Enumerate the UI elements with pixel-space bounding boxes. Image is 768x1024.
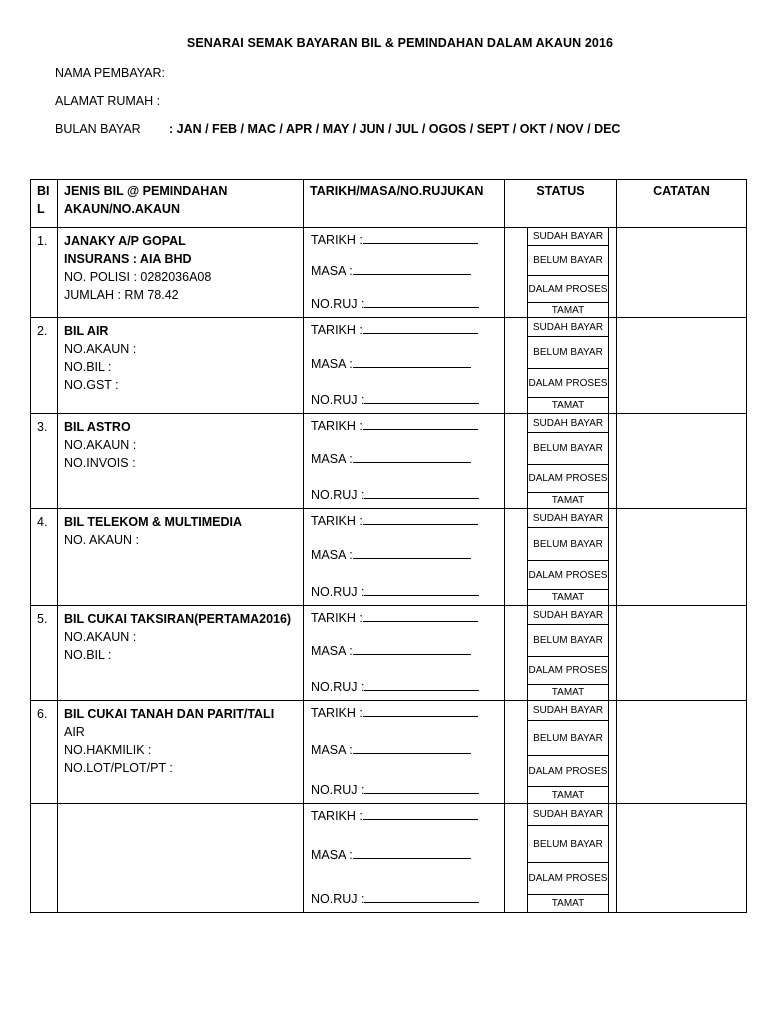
status-option[interactable]: TAMAT <box>527 685 609 700</box>
column-header-catatan: CATATAN <box>617 180 747 228</box>
tarikh-label: TARIKH : <box>311 233 363 247</box>
jenis-line: NO. AKAUN : <box>64 533 140 547</box>
tarikh-masa-cell <box>304 804 505 913</box>
row-number-cell <box>31 318 58 414</box>
status-option[interactable]: SUDAH BAYAR <box>527 509 609 528</box>
tarikh-masa-cell <box>304 509 505 606</box>
status-option[interactable]: DALAM PROSES <box>527 863 609 895</box>
blank-underline[interactable] <box>363 321 478 334</box>
column-header-bil: BI L <box>31 180 58 228</box>
table-row <box>31 228 747 318</box>
tarikh-line <box>311 512 478 528</box>
blank-underline[interactable] <box>353 450 471 463</box>
jenis-line: BIL TELEKOM & MULTIMEDIA <box>64 515 242 529</box>
status-option[interactable]: DALAM PROSES <box>527 276 609 303</box>
row-number-cell <box>31 509 58 606</box>
noruj-label: NO.RUJ : <box>311 488 365 502</box>
tarikh-line <box>311 417 478 433</box>
blank-underline[interactable] <box>364 678 479 691</box>
tarikh-label: TARIKH : <box>311 706 363 720</box>
jenis-line: INSURANS : AIA BHD <box>64 252 192 266</box>
noruj-line <box>311 295 479 311</box>
status-option[interactable]: TAMAT <box>527 787 609 803</box>
nama-pembayar-field <box>55 66 165 80</box>
status-cell <box>505 804 617 913</box>
blank-underline[interactable] <box>364 781 479 794</box>
row-number-cell <box>31 804 58 913</box>
tarikh-line <box>311 609 478 625</box>
jenis-line: BIL CUKAI TAKSIRAN(PERTAMA2016) <box>64 612 292 626</box>
row-number: 5. <box>37 612 48 626</box>
status-cell <box>505 606 617 701</box>
row-number-cell <box>31 228 58 318</box>
jenis-line: NO.BIL : <box>64 360 112 374</box>
bulan-bayar-months: : JAN / FEB / MAC / APR / MAY / JUN / JUL / OGOS / SEPT / OKT / NOV / DEC <box>169 122 621 136</box>
noruj-label: NO.RUJ : <box>311 680 365 694</box>
checklist-table <box>30 179 747 913</box>
jenis-line: NO.LOT/PLOT/PT : <box>64 761 173 775</box>
noruj-line <box>311 391 479 407</box>
document-title: SENARAI SEMAK BAYARAN BIL & PEMINDAHAN DALAM AKAUN 2016 <box>186 36 614 50</box>
tarikh-label: TARIKH : <box>311 809 363 823</box>
tarikh-line <box>311 807 478 823</box>
blank-underline[interactable] <box>363 512 478 525</box>
row-number: 6. <box>37 707 48 721</box>
noruj-line <box>311 583 479 599</box>
row-number: 2. <box>37 324 48 338</box>
masa-label: MASA : <box>311 848 353 862</box>
jenis-bil-cell <box>58 509 304 606</box>
status-option[interactable]: BELUM BAYAR <box>527 625 609 657</box>
bulan-bayar-field <box>55 122 620 136</box>
tarikh-line <box>311 231 478 247</box>
row-number <box>31 804 57 812</box>
jenis-line: NO.INVOIS : <box>64 456 136 470</box>
jenis-line: NO. POLISI : 0282036A08 <box>64 270 212 284</box>
status-option[interactable]: DALAM PROSES <box>527 756 609 787</box>
status-option[interactable]: TAMAT <box>527 493 609 508</box>
blank-underline[interactable] <box>353 355 471 368</box>
masa-line <box>311 450 471 466</box>
status-option[interactable]: SUDAH BAYAR <box>527 318 609 337</box>
masa-label: MASA : <box>311 264 353 278</box>
jenis-line: NO.AKAUN : <box>64 342 137 356</box>
tarikh-label: TARIKH : <box>311 514 363 528</box>
tarikh-masa-cell <box>304 228 505 318</box>
row-number-cell <box>31 606 58 701</box>
jenis-line: BIL CUKAI TANAH DAN PARIT/TALI <box>64 707 275 721</box>
jenis-line: NO.AKAUN : <box>64 630 137 644</box>
status-option[interactable]: TAMAT <box>527 303 609 317</box>
alamat-rumah-field <box>55 94 160 108</box>
catatan-cell[interactable] <box>617 701 747 804</box>
status-cell <box>505 414 617 509</box>
blank-underline[interactable] <box>353 262 471 275</box>
blank-underline[interactable] <box>363 609 478 622</box>
tarikh-masa-cell <box>304 414 505 509</box>
status-option[interactable]: BELUM BAYAR <box>527 433 609 465</box>
status-option[interactable]: DALAM PROSES <box>527 561 609 590</box>
status-option[interactable]: BELUM BAYAR <box>527 246 609 276</box>
status-option[interactable]: TAMAT <box>527 895 609 912</box>
row-number-cell <box>31 701 58 804</box>
noruj-line <box>311 890 479 906</box>
masa-line <box>311 846 471 862</box>
jenis-line: NO.BIL : <box>64 648 112 662</box>
status-cell <box>505 701 617 804</box>
jenis-bil-cell <box>58 606 304 701</box>
masa-label: MASA : <box>311 357 353 371</box>
status-cell <box>505 509 617 606</box>
jenis-bil-cell <box>58 318 304 414</box>
status-option[interactable]: TAMAT <box>527 590 609 605</box>
blank-underline[interactable] <box>363 417 478 430</box>
row-number: 3. <box>37 420 48 434</box>
status-option[interactable]: TAMAT <box>527 398 609 413</box>
tarikh-masa-cell <box>304 318 505 414</box>
blank-underline[interactable] <box>364 295 479 308</box>
status-option[interactable]: SUDAH BAYAR <box>527 228 609 246</box>
noruj-label: NO.RUJ : <box>311 783 365 797</box>
masa-line <box>311 642 471 658</box>
alamat-rumah-label: ALAMAT RUMAH : <box>55 94 161 108</box>
masa-line <box>311 546 471 562</box>
blank-underline[interactable] <box>353 546 471 559</box>
noruj-label: NO.RUJ : <box>311 393 365 407</box>
row-number-cell <box>31 414 58 509</box>
masa-label: MASA : <box>311 452 353 466</box>
status-option[interactable]: SUDAH BAYAR <box>527 606 609 625</box>
row-number: 4. <box>37 515 48 529</box>
column-header-tarikh: TARIKH/MASA/NO.RUJUKAN <box>304 180 505 228</box>
column-header-jenis: JENIS BIL @ PEMINDAHAN AKAUN/NO.AKAUN <box>58 180 304 228</box>
status-option[interactable]: BELUM BAYAR <box>527 337 609 369</box>
tarikh-masa-cell <box>304 701 505 804</box>
row-number: 1. <box>37 234 48 248</box>
status-option[interactable]: BELUM BAYAR <box>527 826 609 863</box>
table-row <box>31 606 747 701</box>
status-option[interactable]: BELUM BAYAR <box>527 528 609 561</box>
noruj-label: NO.RUJ : <box>311 585 365 599</box>
table-row <box>31 701 747 804</box>
catatan-cell[interactable] <box>617 509 747 606</box>
blank-underline[interactable] <box>364 583 479 596</box>
catatan-cell[interactable] <box>617 804 747 913</box>
jenis-line: NO.HAKMILIK : <box>64 743 152 757</box>
status-option[interactable]: BELUM BAYAR <box>527 721 609 756</box>
jenis-line: AIR <box>64 725 85 739</box>
tarikh-line <box>311 321 478 337</box>
jenis-bil-cell <box>58 414 304 509</box>
noruj-line <box>311 486 479 502</box>
bulan-bayar-label: BULAN BAYAR <box>55 122 141 136</box>
blank-underline[interactable] <box>363 807 478 820</box>
status-option[interactable]: SUDAH BAYAR <box>527 804 609 826</box>
status-cell <box>505 318 617 414</box>
status-option[interactable]: SUDAH BAYAR <box>527 414 609 433</box>
jenis-line: JANAKY A/P GOPAL <box>64 234 186 248</box>
column-header-status: STATUS <box>505 180 617 228</box>
jenis-bil-cell <box>58 228 304 318</box>
masa-line <box>311 262 471 278</box>
catatan-cell[interactable] <box>617 606 747 701</box>
tarikh-label: TARIKH : <box>311 419 363 433</box>
blank-underline[interactable] <box>363 231 478 244</box>
table-row <box>31 414 747 509</box>
jenis-bil-cell <box>58 804 304 913</box>
tarikh-label: TARIKH : <box>311 611 363 625</box>
masa-line <box>311 355 471 371</box>
blank-underline[interactable] <box>353 642 471 655</box>
blank-underline[interactable] <box>364 391 479 404</box>
status-option[interactable]: DALAM PROSES <box>527 465 609 493</box>
status-option[interactable]: DALAM PROSES <box>527 657 609 685</box>
jenis-line: NO.GST : <box>64 378 119 392</box>
table-row <box>31 318 747 414</box>
masa-label: MASA : <box>311 743 353 757</box>
masa-label: MASA : <box>311 548 353 562</box>
tarikh-masa-cell <box>304 606 505 701</box>
jenis-line: BIL ASTRO <box>64 420 131 434</box>
blank-underline[interactable] <box>364 890 479 903</box>
tarikh-label: TARIKH : <box>311 323 363 337</box>
blank-underline[interactable] <box>364 486 479 499</box>
table-row <box>31 509 747 606</box>
noruj-line <box>311 781 479 797</box>
catatan-cell[interactable] <box>617 414 747 509</box>
noruj-label: NO.RUJ : <box>311 892 365 906</box>
catatan-cell[interactable] <box>617 228 747 318</box>
table-row <box>31 804 747 913</box>
status-cell <box>505 228 617 318</box>
jenis-line: NO.AKAUN : <box>64 438 137 452</box>
noruj-label: NO.RUJ : <box>311 297 365 311</box>
status-option[interactable]: SUDAH BAYAR <box>527 701 609 721</box>
jenis-line: BIL AIR <box>64 324 109 338</box>
jenis-line: JUMLAH : RM 78.42 <box>64 288 179 302</box>
jenis-bil-cell <box>58 701 304 804</box>
blank-underline[interactable] <box>353 846 471 859</box>
masa-line <box>311 741 471 757</box>
tarikh-line <box>311 704 478 720</box>
masa-label: MASA : <box>311 644 353 658</box>
nama-pembayar-label: NAMA PEMBAYAR: <box>55 66 165 80</box>
status-option[interactable]: DALAM PROSES <box>527 369 609 398</box>
catatan-cell[interactable] <box>617 318 747 414</box>
blank-underline[interactable] <box>363 704 478 717</box>
noruj-line <box>311 678 479 694</box>
blank-underline[interactable] <box>353 741 471 754</box>
